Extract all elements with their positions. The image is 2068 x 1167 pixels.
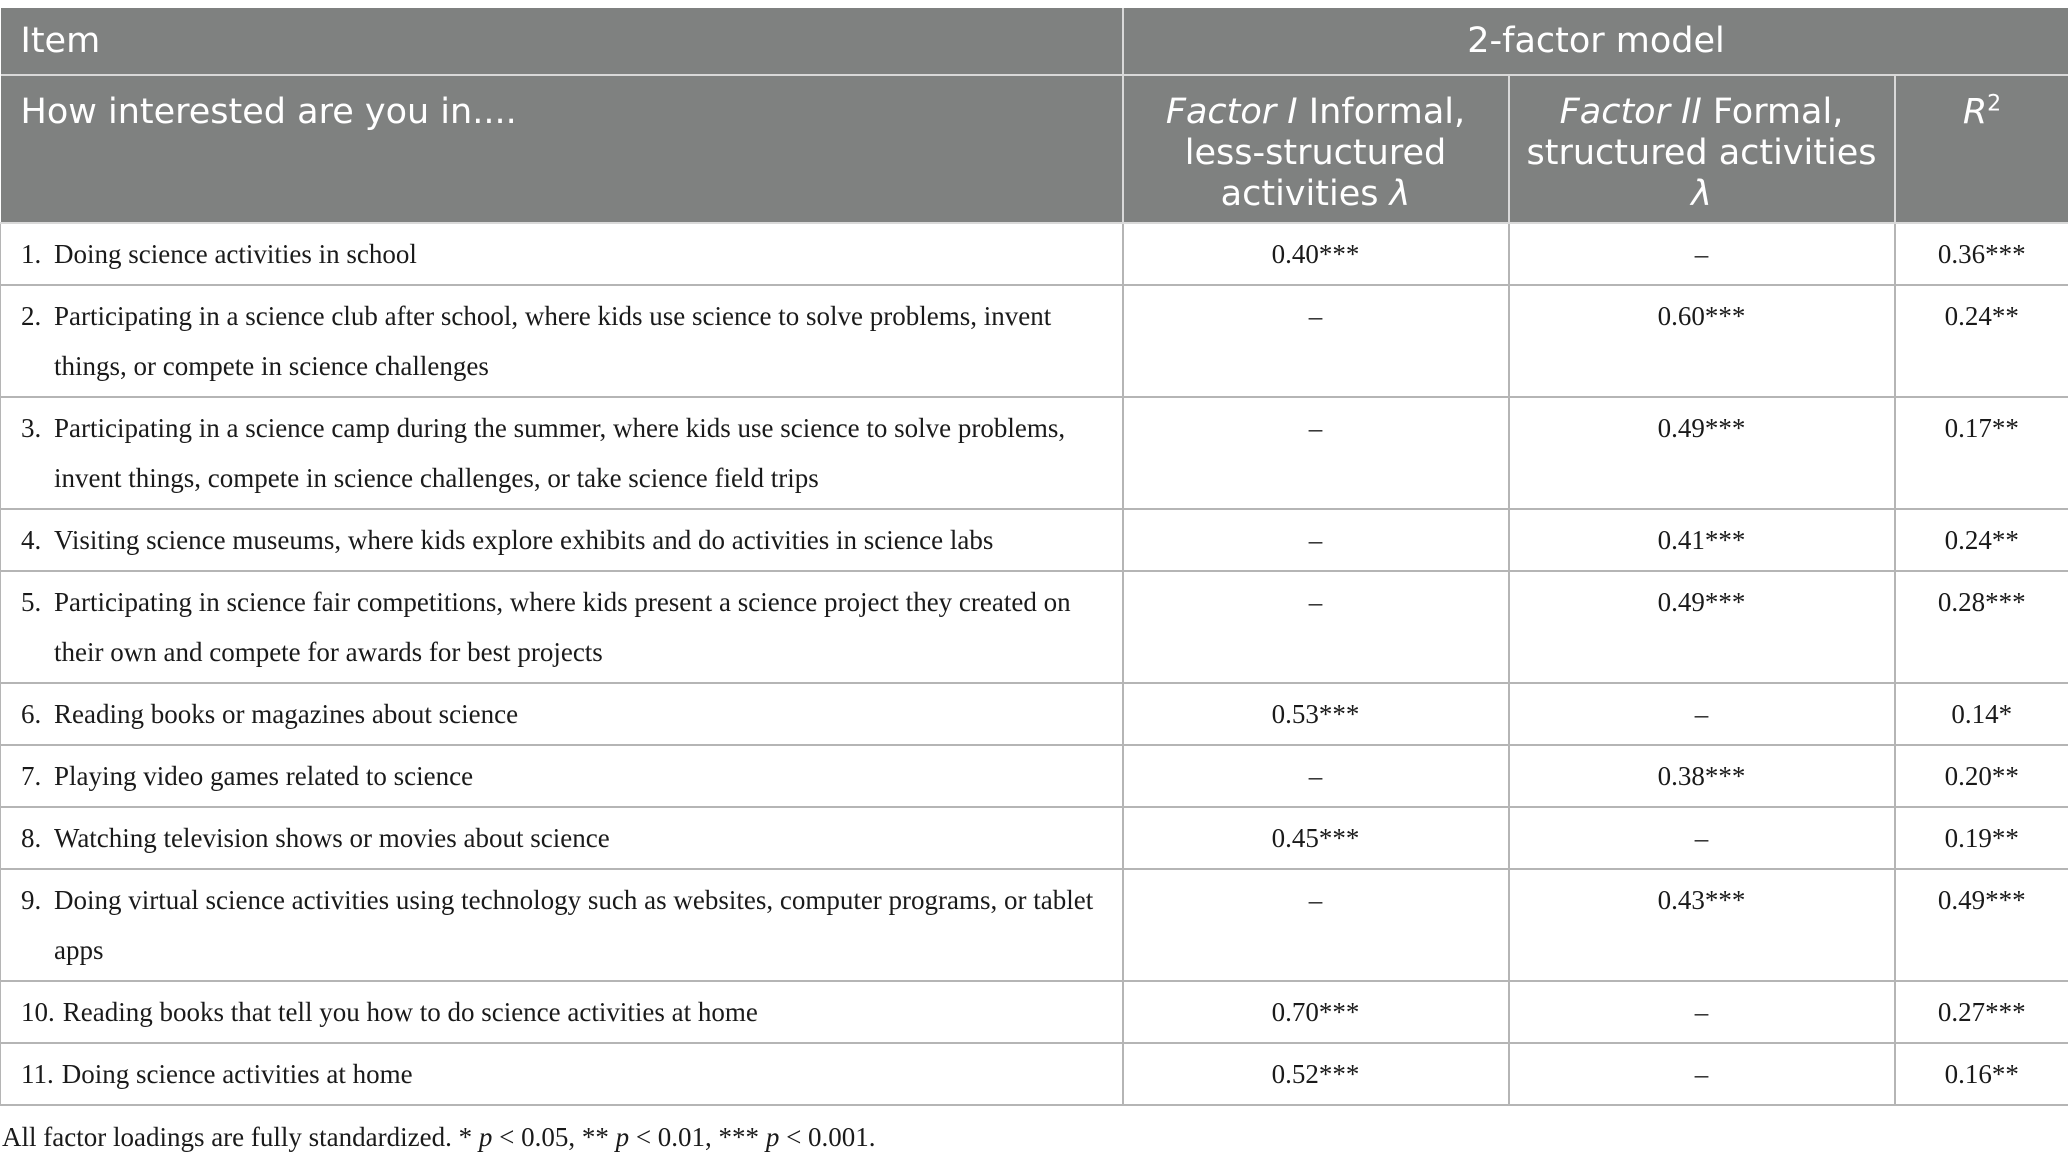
factor1-italic: Factor I — [1165, 92, 1298, 132]
item-cell — [1, 807, 1123, 869]
factor2-cell: – — [1509, 807, 1895, 869]
factor2-cell: 0.60*** — [1509, 285, 1895, 397]
factor2-header — [1509, 75, 1895, 223]
r2-cell: 0.36*** — [1895, 223, 2068, 285]
item-text: Participating in science fair competitions, where kids present a science project they created on their own and compete for awards for best projects — [54, 587, 1071, 667]
table-row — [1, 571, 2068, 683]
table-row — [1, 869, 2068, 981]
item-text: Watching television shows or movies about science — [54, 823, 610, 853]
factor1-cell: 0.52*** — [1123, 1043, 1509, 1105]
table-row — [1, 745, 2068, 807]
model-column-header: 2-factor model — [1123, 8, 2068, 75]
factor1-cell: 0.45*** — [1123, 807, 1509, 869]
factor1-cell: – — [1123, 571, 1509, 683]
item-cell — [1, 397, 1123, 509]
footnote-lead: All factor loadings are fully standardized. * — [2, 1122, 479, 1152]
footnote-t3: < 0.001. — [779, 1122, 876, 1152]
factor-loadings-table-wrapper — [0, 8, 2068, 1106]
header-row-1 — [1, 8, 2068, 75]
factor2-cell: 0.49*** — [1509, 397, 1895, 509]
item-number: 6. — [21, 699, 42, 729]
item-number: 5. — [21, 587, 42, 617]
factor1-rest-c: activities — [1220, 174, 1379, 214]
footnote-p3: p — [765, 1122, 780, 1152]
r2-cell: 0.49*** — [1895, 869, 2068, 981]
factor2-cell: 0.49*** — [1509, 571, 1895, 683]
factor2-cell: 0.38*** — [1509, 745, 1895, 807]
item-text: Reading books that tell you how to do science activities at home — [62, 997, 758, 1027]
item-number: 4. — [21, 525, 42, 555]
factor2-rest-b: structured activities — [1526, 133, 1877, 173]
item-number: 9. — [21, 885, 42, 915]
item-cell — [1, 1043, 1123, 1105]
r2-label: R — [1962, 92, 1988, 132]
table-row — [1, 223, 2068, 285]
table-row — [1, 683, 2068, 745]
table-row — [1, 509, 2068, 571]
factor2-cell: – — [1509, 683, 1895, 745]
table-row — [1, 1043, 2068, 1105]
table-body — [1, 223, 2068, 1105]
r2-sup: 2 — [1987, 91, 2002, 117]
item-cell — [1, 981, 1123, 1043]
factor2-cell: – — [1509, 1043, 1895, 1105]
item-number: 2. — [21, 301, 42, 331]
factor1-cell: – — [1123, 397, 1509, 509]
r2-cell: 0.27*** — [1895, 981, 2068, 1043]
item-cell — [1, 223, 1123, 285]
item-number: 10. — [21, 997, 55, 1027]
item-number: 7. — [21, 761, 42, 791]
factor1-cell: – — [1123, 869, 1509, 981]
item-text: Doing virtual science activities using technology such as websites, computer programs, or tablet apps — [54, 885, 1094, 965]
factor1-cell: 0.53*** — [1123, 683, 1509, 745]
footnote-t1: < 0.05, ** — [492, 1122, 616, 1152]
item-number: 8. — [21, 823, 42, 853]
factor2-cell: – — [1509, 223, 1895, 285]
item-text: Doing science activities in school — [54, 239, 417, 269]
r2-cell: 0.24** — [1895, 285, 2068, 397]
r2-cell: 0.14* — [1895, 683, 2068, 745]
factor1-rest-b: less-structured — [1184, 133, 1447, 173]
item-text: Visiting science museums, where kids explore exhibits and do activities in science labs — [54, 525, 994, 555]
item-text: Participating in a science club after school, where kids use science to solve problems, invent things, or compete in science challenges — [54, 301, 1052, 381]
factor1-cell: 0.70*** — [1123, 981, 1509, 1043]
factor2-cell: – — [1509, 981, 1895, 1043]
item-cell — [1, 683, 1123, 745]
table-row — [1, 397, 2068, 509]
factor2-cell: 0.41*** — [1509, 509, 1895, 571]
factor1-cell: 0.40*** — [1123, 223, 1509, 285]
item-number: 1. — [21, 239, 42, 269]
table-row — [1, 981, 2068, 1043]
table-footnote — [2, 1122, 876, 1153]
footnote-p1: p — [478, 1122, 493, 1152]
factor2-cell: 0.43*** — [1509, 869, 1895, 981]
factor2-italic: Factor II — [1559, 92, 1702, 132]
r2-cell: 0.19** — [1895, 807, 2068, 869]
r2-cell: 0.17** — [1895, 397, 2068, 509]
factor1-symbol: λ — [1389, 174, 1411, 214]
factor-loadings-table — [0, 8, 2068, 1106]
factor1-rest-a: Informal, — [1297, 92, 1466, 132]
factor1-cell: – — [1123, 745, 1509, 807]
table-header — [1, 8, 2068, 223]
footnote-t2: < 0.01, *** — [629, 1122, 766, 1152]
item-cell — [1, 285, 1123, 397]
r2-cell: 0.24** — [1895, 509, 2068, 571]
question-header: How interested are you in.... — [1, 75, 1123, 223]
footnote-p2: p — [615, 1122, 630, 1152]
item-cell — [1, 571, 1123, 683]
header-row-2 — [1, 75, 2068, 223]
table-row — [1, 807, 2068, 869]
item-text: Doing science activities at home — [61, 1059, 413, 1089]
r2-cell: 0.20** — [1895, 745, 2068, 807]
item-number: 3. — [21, 413, 42, 443]
item-number: 11. — [21, 1059, 54, 1089]
item-text: Playing video games related to science — [54, 761, 474, 791]
item-cell — [1, 745, 1123, 807]
factor1-cell: – — [1123, 509, 1509, 571]
factor1-cell: – — [1123, 285, 1509, 397]
item-column-header: Item — [1, 8, 1123, 75]
table-row — [1, 285, 2068, 397]
factor2-rest-a: Formal, — [1701, 92, 1844, 132]
r2-cell: 0.16** — [1895, 1043, 2068, 1105]
item-text: Reading books or magazines about science — [54, 699, 519, 729]
factor1-header — [1123, 75, 1509, 223]
r2-header — [1895, 75, 2068, 223]
item-cell — [1, 509, 1123, 571]
r2-cell: 0.28*** — [1895, 571, 2068, 683]
item-cell — [1, 869, 1123, 981]
item-text: Participating in a science camp during the summer, where kids use science to solve problems, invent things, compete in science challenges, or take science field trips — [54, 413, 1066, 493]
factor2-symbol: λ — [1691, 174, 1712, 214]
